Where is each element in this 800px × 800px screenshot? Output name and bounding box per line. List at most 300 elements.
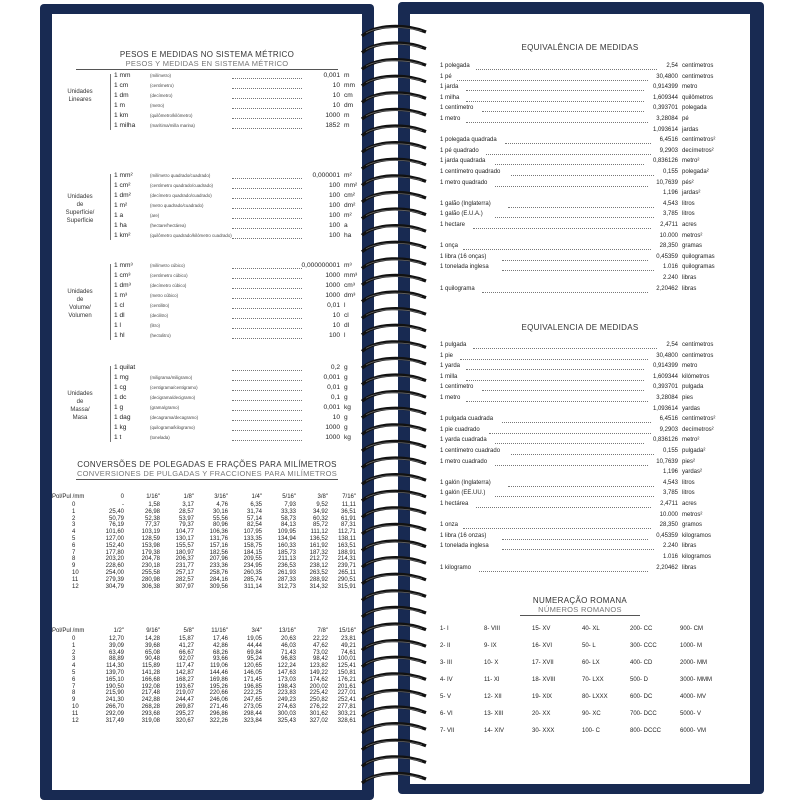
table-cell: 1 <box>72 508 76 515</box>
value: 0,45359 <box>656 253 678 260</box>
table-cell: 328,61 <box>337 717 356 724</box>
unit-name: (milímetro cúbico) <box>150 263 185 268</box>
equivalence-row <box>440 522 740 532</box>
unit-name: (centigrama/centigramo) <box>150 385 198 390</box>
dotted-leader <box>502 543 654 550</box>
equivalence-row <box>440 384 740 394</box>
equivalent-unit: pies <box>682 395 694 401</box>
unit-name: (are) <box>150 213 160 218</box>
table-cell: 74,61 <box>340 649 356 656</box>
equivalent-unit: pulgada² <box>682 448 706 454</box>
dotted-leader <box>232 112 302 119</box>
equivalent-unit: metro <box>682 84 698 91</box>
roman-numeral: 4000- MV <box>680 694 707 700</box>
equivalence-row <box>440 416 740 426</box>
header-cell: 3/4" <box>251 628 262 634</box>
dotted-leader <box>511 169 654 176</box>
equivalent-unit: pies² <box>682 458 696 465</box>
unit-symbol: mm² <box>344 182 358 189</box>
table-cell: 219,07 <box>175 690 194 697</box>
dotted-leader <box>476 501 651 508</box>
dotted-leader <box>232 312 302 319</box>
equivalence-pt-title: EQUIVALÊNCIA DE MEDIDAS <box>521 43 639 52</box>
roman-numeral: 6000- VM <box>680 728 707 734</box>
dotted-leader <box>508 480 654 487</box>
table-cell: 179,38 <box>141 549 160 556</box>
table-cell: 112,71 <box>338 529 356 536</box>
header-cell: 15/16" <box>338 628 356 634</box>
equivalence-row <box>440 353 740 363</box>
roman-numeral: 16- XVI <box>532 643 553 649</box>
value: 2.240 <box>662 543 678 550</box>
spiral-binding <box>356 0 436 800</box>
table-cell: 2 <box>72 515 76 522</box>
value: 10 <box>332 102 340 109</box>
table-cell: 157,16 <box>209 542 228 549</box>
dotted-leader <box>466 374 644 381</box>
unit: 1 cl <box>114 302 125 309</box>
dotted-leader <box>232 202 302 209</box>
dotted-leader <box>232 102 302 109</box>
dotted-leader <box>495 158 644 165</box>
value: 30,4800 <box>656 352 678 359</box>
unit: 1 hectare <box>440 222 466 228</box>
roman-numeral: 20- XX <box>532 711 551 717</box>
value: 0,1 <box>330 394 340 401</box>
roman-section <box>410 596 750 616</box>
value: 1,609344 <box>652 373 678 380</box>
value: 3,28084 <box>656 116 678 122</box>
table-cell: 306,38 <box>141 583 160 590</box>
dotted-leader <box>505 137 651 144</box>
value: 100 <box>328 232 340 239</box>
unit: 1 m² <box>114 202 128 209</box>
equivalence-row <box>440 512 740 522</box>
value: 1000 <box>325 272 340 279</box>
table-cell: 115,89 <box>142 663 160 670</box>
value: 4,543 <box>662 200 678 207</box>
equivalent-unit: kilómetros <box>682 373 710 380</box>
unit-name: (centilitro) <box>150 303 170 308</box>
dotted-leader <box>466 95 644 102</box>
roman-numeral: 4- IV <box>440 677 453 683</box>
unit: 1 dl <box>114 312 125 319</box>
measure-row <box>52 212 362 222</box>
table-cell: 60,32 <box>312 515 328 522</box>
table-cell: 127,00 <box>105 536 124 542</box>
table-cell: 58,73 <box>280 515 296 522</box>
unit: 1 metro cuadrado <box>440 458 488 465</box>
table-cell: 39,09 <box>108 642 124 649</box>
header-cell: 9/16" <box>146 628 160 634</box>
value: 0,45359 <box>656 532 678 539</box>
table-cell: 163,51 <box>337 542 356 549</box>
table-cell: 7 <box>72 549 76 556</box>
table-cell: 57,14 <box>246 515 262 522</box>
table-cell: 287,33 <box>277 576 296 583</box>
table-cell: 290,51 <box>337 576 356 583</box>
table-cell: 11 <box>72 576 79 583</box>
table-cell: 300,03 <box>277 710 296 717</box>
table-header <box>52 494 356 502</box>
table-cell: 309,56 <box>209 583 228 590</box>
unit: 1 libra (16 onças) <box>440 253 487 260</box>
table-cell: 111,12 <box>310 529 328 536</box>
unit: 1 polegada <box>440 63 470 69</box>
unit: 1 dm³ <box>114 282 131 289</box>
unit-name: (metro cúbico) <box>150 293 179 298</box>
table-cell: 225,42 <box>309 690 328 697</box>
unit-symbol: a <box>344 222 348 229</box>
value: 1,196 <box>662 190 678 197</box>
table-cell: 6 <box>72 676 76 683</box>
unit: 1 onça <box>440 243 459 250</box>
table-cell: 25,40 <box>108 508 124 515</box>
table-cell: 314,32 <box>309 583 328 590</box>
value: 1000 <box>325 424 340 431</box>
roman-numeral: 900- CM <box>680 626 704 632</box>
equivalence-row <box>440 406 740 416</box>
value: 1,196 <box>662 469 678 476</box>
value: 10 <box>332 312 340 319</box>
table-cell: 0 <box>72 636 76 642</box>
roman-numeral: 11- XI <box>484 677 500 683</box>
table-cell: 12,70 <box>108 636 124 642</box>
table-cell: 73,02 <box>312 649 328 656</box>
unit-symbol: m <box>344 122 350 129</box>
table-cell: 33,33 <box>280 508 296 515</box>
measure-row <box>52 434 362 444</box>
equivalent-unit: quilômetros <box>682 94 714 101</box>
measure-row <box>52 424 362 434</box>
table-cell: 142,87 <box>175 670 194 676</box>
dotted-leader <box>473 342 657 349</box>
table-cell: 95,24 <box>246 656 262 663</box>
value: 1,609344 <box>652 94 678 101</box>
unit: 1 metro <box>440 116 461 122</box>
equivalent-unit: libras <box>682 564 697 571</box>
dotted-leader <box>482 105 644 112</box>
unit-name: (centímetro) <box>150 83 174 88</box>
equivalent-unit: decímetros² <box>682 147 714 154</box>
table-cell: 144,46 <box>209 670 228 676</box>
unit-name: (tonelada) <box>150 435 170 440</box>
dotted-leader <box>495 459 647 466</box>
header-cell: 5/16" <box>282 494 296 500</box>
measure-row <box>52 394 362 404</box>
measure-row <box>52 302 362 312</box>
group-label: Unidades de Superfície/ Superficie <box>65 194 95 224</box>
table-cell: 241,30 <box>105 697 124 704</box>
equivalence-row <box>440 427 740 437</box>
table-cell: 50,79 <box>108 515 124 522</box>
table-row <box>52 718 356 725</box>
roman-grid <box>440 626 740 746</box>
table-cell: 138,11 <box>338 536 356 542</box>
value: 0,01 <box>327 384 340 391</box>
equivalent-unit: jardas² <box>682 190 701 197</box>
value: 1.016 <box>662 264 678 271</box>
table-cell: 123,82 <box>309 663 328 670</box>
table-cell: 42,86 <box>212 642 228 649</box>
equivalence-row <box>440 437 740 447</box>
equivalence-row <box>440 374 740 384</box>
table-cell: 223,83 <box>277 690 296 697</box>
measure-row <box>52 282 362 292</box>
unit-symbol: m³ <box>344 262 352 269</box>
value: 1,093614 <box>652 405 678 412</box>
equivalent-unit: litros <box>682 200 695 207</box>
group-label: Unidades de Massa/ Masa <box>67 391 93 421</box>
table-cell: 288,92 <box>309 576 328 583</box>
roman-numeral: 14- XIV <box>484 728 505 734</box>
value: 9,2903 <box>659 426 678 433</box>
value: 1000 <box>325 282 340 289</box>
table-cell: 4 <box>72 529 76 536</box>
value: 28,350 <box>659 522 678 529</box>
table-cell: 26,98 <box>144 508 160 515</box>
table-cell: 274,63 <box>277 704 296 710</box>
unit-symbol: kg <box>344 434 351 441</box>
equivalent-unit: polegada² <box>682 169 709 175</box>
metric-section <box>52 50 362 70</box>
measure-row <box>52 272 362 282</box>
roman-title: NUMERAÇÃO ROMANA <box>532 596 628 605</box>
table-cell: 214,31 <box>337 556 356 563</box>
unit-symbol: m <box>344 72 350 79</box>
equivalence-row <box>440 233 740 243</box>
roman-numeral: 12- XII <box>484 694 502 700</box>
table-cell: 246,06 <box>209 697 228 704</box>
conversion-table-2 <box>52 628 356 738</box>
table-cell: 304,79 <box>105 583 124 590</box>
table-cell: 298,44 <box>243 710 262 717</box>
table-cell: 327,02 <box>309 717 328 724</box>
unit: 1 centímetro <box>440 105 474 112</box>
dotted-leader <box>476 63 657 70</box>
roman-numeral: 7- VII <box>440 728 455 734</box>
dotted-leader <box>232 122 302 129</box>
table-cell: 198,43 <box>277 683 296 690</box>
value: 3,785 <box>662 490 678 497</box>
table-cell: 103,19 <box>141 529 160 536</box>
measure-row <box>52 292 362 302</box>
table-cell: 61,91 <box>340 515 356 522</box>
equivalence-row <box>440 459 740 469</box>
unit-symbol: m² <box>344 212 352 219</box>
measure-row <box>52 172 362 182</box>
table-cell: 315,91 <box>337 583 356 590</box>
measure-row <box>52 92 362 102</box>
table-cell: 292,09 <box>105 710 124 717</box>
value: 0,000000001 <box>301 262 340 269</box>
unit: 1 galón (EE.UU.) <box>440 490 486 497</box>
table-cell: 295,27 <box>175 710 194 717</box>
table-cell: 6,35 <box>250 502 262 508</box>
value: 0,836126 <box>652 158 678 165</box>
dotted-leader <box>489 427 651 434</box>
table-cell: 284,16 <box>209 576 228 583</box>
equivalent-unit: centímetros <box>682 342 714 348</box>
table-cell: 285,74 <box>243 576 262 583</box>
unit: 1 cm² <box>114 182 131 189</box>
unit: 1 cg <box>114 384 127 391</box>
table-cell: 161,92 <box>309 542 328 549</box>
unit: 1 km <box>114 112 129 119</box>
conversion-subtitle: CONVERSIONES DE PULGADAS Y FRACCIONES PARA MILÍMETROS <box>76 469 338 478</box>
table-cell: 307,97 <box>175 583 194 590</box>
unit: 1 cm³ <box>114 272 131 279</box>
unit: 1 mm³ <box>114 262 133 269</box>
dotted-leader <box>486 148 651 155</box>
table-cell: 273,05 <box>243 704 262 710</box>
header-cell: 7/16" <box>342 494 356 500</box>
value: 2,20462 <box>656 285 678 292</box>
dotted-leader <box>232 192 302 199</box>
table-cell: 4 <box>72 663 76 670</box>
table-cell: 28,57 <box>178 508 194 515</box>
header-cell: 3/8" <box>317 494 328 500</box>
equivalence-row <box>440 533 740 543</box>
dotted-leader <box>232 282 302 289</box>
equivalence-row <box>440 148 740 158</box>
equivalent-unit: quilogramas <box>682 253 715 260</box>
unit: 1 metro <box>440 395 461 401</box>
table-cell: 100,01 <box>337 656 356 663</box>
header-cell: 1/16" <box>146 494 160 500</box>
value: 100 <box>328 222 340 229</box>
unit-symbol: g <box>344 374 348 381</box>
roman-numeral: 70- LXX <box>582 677 604 683</box>
table-cell: 173,03 <box>277 676 296 683</box>
table-cell: 149,22 <box>309 670 328 676</box>
unit-name: (marítima/milla marina) <box>150 123 195 128</box>
table-cell: 136,52 <box>309 536 328 542</box>
unit-symbol: dm² <box>344 202 356 209</box>
table-cell: 15,87 <box>178 636 194 642</box>
value: 10 <box>332 92 340 99</box>
roman-numeral: 600- DC <box>630 694 653 700</box>
table-cell: 65,08 <box>144 649 160 656</box>
unit: 1 kilogramo <box>440 564 472 571</box>
equivalent-unit: kilogramos <box>682 554 712 560</box>
equivalence-row <box>440 469 740 479</box>
table-cell: 261,93 <box>277 570 296 576</box>
dotted-leader <box>466 116 647 123</box>
dotted-leader <box>466 395 647 402</box>
measure-row <box>52 72 362 82</box>
unit-name: (metro) <box>150 103 165 108</box>
unit-symbol: dm³ <box>344 292 356 299</box>
roman-numeral: 300- CCC <box>630 643 657 649</box>
table-cell: 104,77 <box>175 529 194 536</box>
table-cell: 231,77 <box>175 563 194 570</box>
table-cell: 90,48 <box>144 656 160 663</box>
table-cell: 9 <box>72 563 76 570</box>
equivalent-unit: libras <box>682 285 697 292</box>
dotted-leader <box>495 490 654 497</box>
unit-name: (milímetro) <box>150 73 171 78</box>
value: 2,4711 <box>660 501 678 507</box>
value: 0,2 <box>330 364 340 371</box>
dotted-leader <box>232 222 302 229</box>
table-cell: 227,01 <box>337 690 356 697</box>
unit: 1 quilat <box>114 364 136 371</box>
measure-row <box>52 404 362 414</box>
table-cell: 185,73 <box>277 549 296 556</box>
unit: 1 t <box>114 434 122 441</box>
dotted-leader <box>232 404 302 411</box>
unit: 1 cm <box>114 82 129 89</box>
equivalence-es-title: EQUIVALENCIA DE MEDIDAS <box>521 323 639 332</box>
table-cell: 69,84 <box>246 649 262 656</box>
dotted-leader <box>460 353 648 360</box>
equivalent-unit: acres <box>682 222 697 228</box>
unit: 1 dc <box>114 394 127 401</box>
equivalence-es-list <box>440 342 740 582</box>
equivalence-row <box>440 501 740 511</box>
table-cell: 8 <box>72 690 76 697</box>
left-page <box>52 14 362 790</box>
table-cell: 166,68 <box>141 676 160 683</box>
value: 0,01 <box>327 302 340 309</box>
table-cell: 1,58 <box>148 502 160 508</box>
table-cell: 238,12 <box>309 563 328 570</box>
dotted-leader <box>232 262 302 269</box>
equivalent-unit: polegada <box>682 105 707 112</box>
unit-symbol: mm³ <box>344 272 358 279</box>
equivalence-row <box>440 169 740 179</box>
dotted-leader <box>502 533 648 540</box>
table-cell: 128,59 <box>141 536 160 542</box>
table-cell: 190,50 <box>105 683 124 690</box>
table-cell: 228,60 <box>105 563 124 570</box>
dotted-leader <box>232 272 302 279</box>
roman-numeral: 400- CD <box>630 660 653 666</box>
table-cell: 120,65 <box>243 663 262 670</box>
measure-row <box>52 414 362 424</box>
dotted-leader <box>466 363 644 370</box>
unit-name: (quilograma/kilogramo) <box>150 425 195 430</box>
equivalent-unit: libras <box>682 543 697 550</box>
header-cell: 5/8" <box>183 628 194 634</box>
dotted-leader <box>232 212 302 219</box>
table-cell: 242,88 <box>141 697 160 704</box>
table-cell: 11 <box>72 710 79 717</box>
equivalent-unit: centímetros² <box>682 137 716 144</box>
table-cell: 36,51 <box>340 508 356 515</box>
value: 2,54 <box>666 63 678 69</box>
header-cell: 1/4" <box>251 494 262 500</box>
equivalence-row <box>440 275 740 285</box>
value: 1,093614 <box>652 126 678 133</box>
group-label: Unidades de Volume/ Volumen <box>67 289 93 319</box>
roman-numeral: 2- II <box>440 643 451 649</box>
table-cell: 301,62 <box>309 710 328 717</box>
value: 0,393701 <box>652 384 678 391</box>
roman-numeral: 700- DCC <box>630 711 657 717</box>
value: 0,001 <box>323 374 340 381</box>
dotted-leader <box>232 364 302 371</box>
equivalence-row <box>440 211 740 221</box>
equivalent-unit: metros² <box>682 511 703 518</box>
equivalence-row <box>440 395 740 405</box>
table-cell: 53,97 <box>178 515 194 522</box>
unit-name: (quilômetro/kilómetro) <box>150 113 193 118</box>
measure-row <box>52 384 362 394</box>
table-cell: 201,61 <box>337 683 356 690</box>
value: 1000 <box>325 112 340 119</box>
